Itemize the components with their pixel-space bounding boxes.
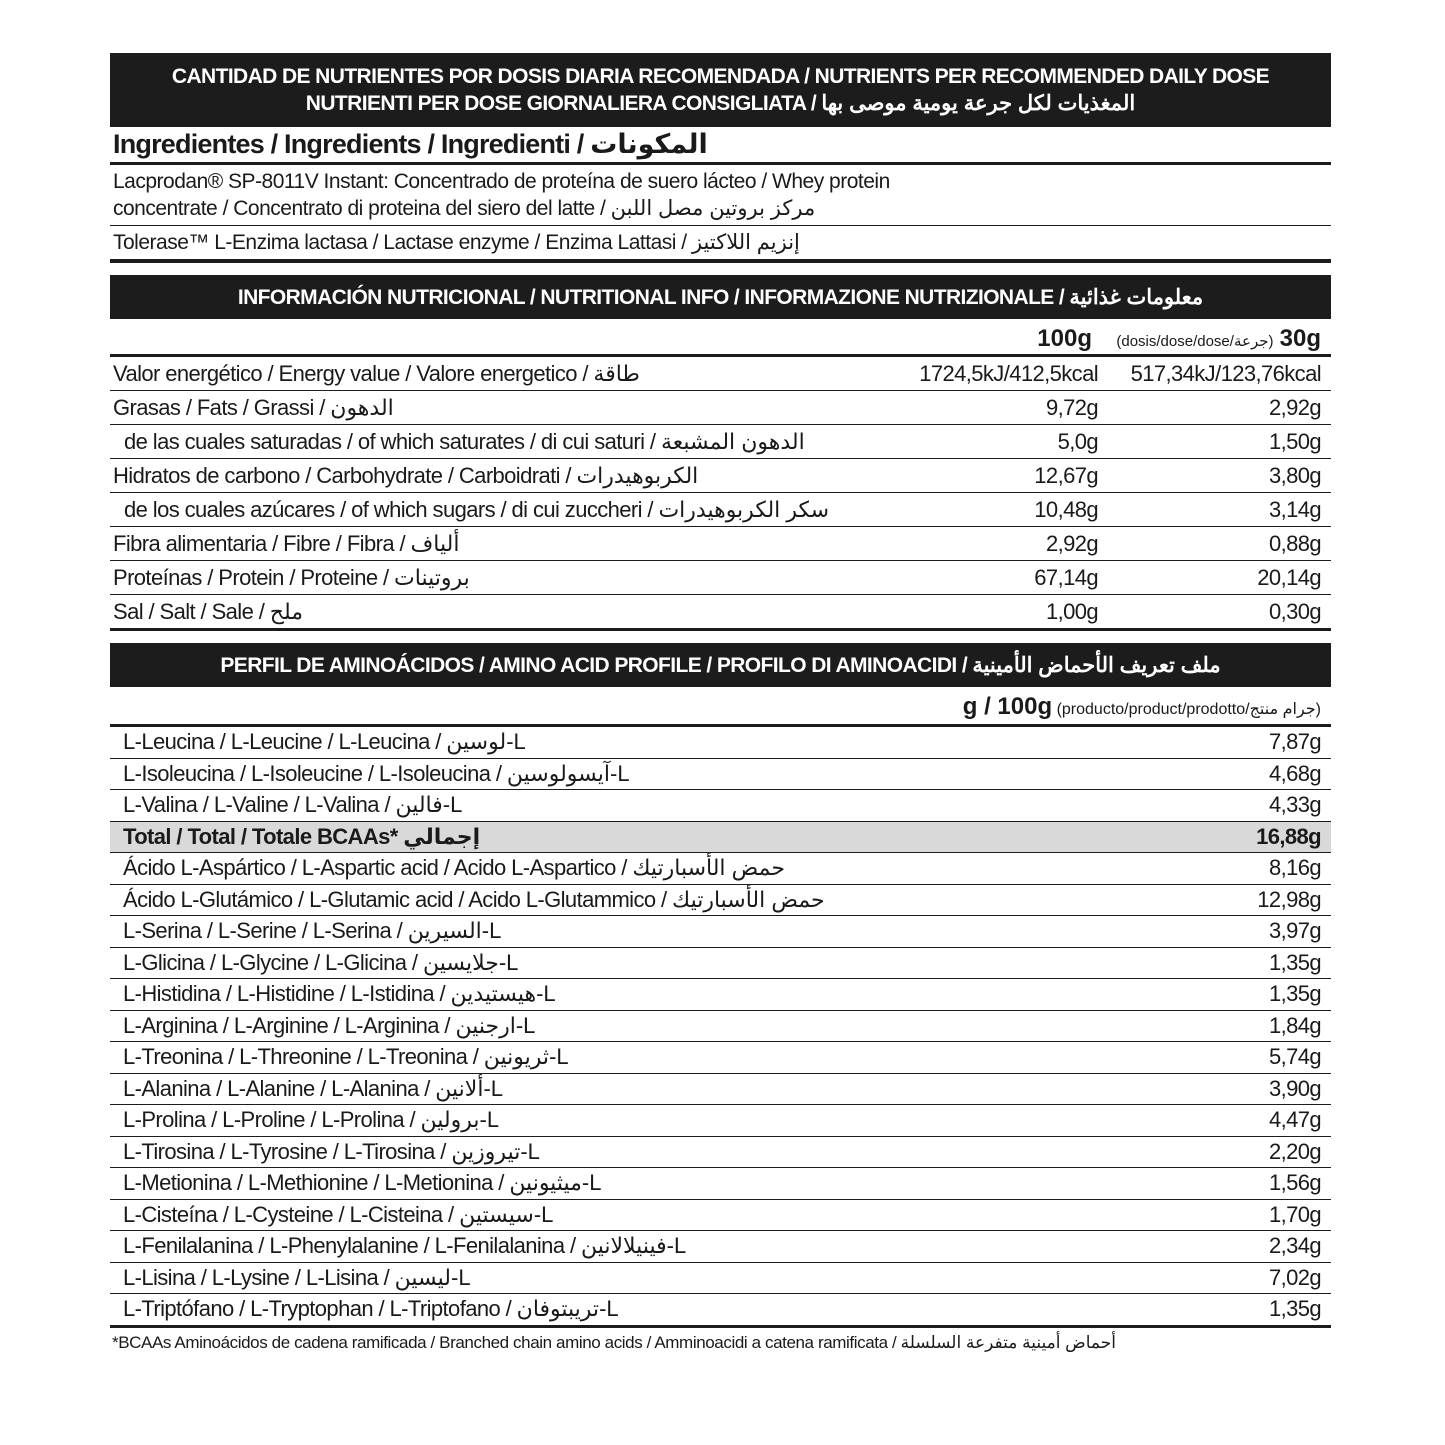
amino-row-label: L-Histidina / L-Histidine / L-Istidina / هيستيدين-L <box>110 979 1199 1011</box>
daily-dose-header-line1: CANTIDAD DE NUTRIENTES POR DOSIS DIARIA RECOMENDADA / NUTRIENTS PER RECOMMENDED DAILY DOSE <box>171 65 1270 88</box>
amino-row-value: 2,20g <box>1199 1136 1331 1168</box>
nutrition-row <box>110 493 1331 527</box>
amino-row-value: 3,97g <box>1199 916 1331 948</box>
nutrition-table <box>110 357 1331 631</box>
nutrition-row-30g: 3,80g <box>1108 459 1331 493</box>
amino-row-value: 16,88g <box>1199 821 1331 853</box>
amino-row-label: Total / Total / Totale BCAAs* إجمالي <box>110 821 1199 853</box>
amino-row-value: 7,87g <box>1199 727 1331 758</box>
amino-unit <box>963 693 1321 721</box>
amino-row <box>110 790 1331 822</box>
ingredient-item-whey <box>110 165 1331 226</box>
amino-column-header <box>110 687 1331 727</box>
nutrition-row-label: Grasas / Fats / Grassi / الدهون <box>110 391 885 425</box>
amino-row-value: 4,68g <box>1199 758 1331 790</box>
amino-row <box>110 1231 1331 1263</box>
nutrition-row <box>110 425 1331 459</box>
amino-row-label: L-Triptófano / L-Tryptophan / L-Triptofano / تريبتوفان-L <box>110 1294 1199 1327</box>
nutrition-row-label: Fibra alimentaria / Fibre / Fibra / ألياف <box>110 527 885 561</box>
amino-row-value: 4,47g <box>1199 1105 1331 1137</box>
nutrition-row-label: de las cuales saturadas / of which saturates / di cui saturi / الدهون المشبعة <box>110 425 885 459</box>
nutrition-row-30g: 1,50g <box>1108 425 1331 459</box>
amino-row <box>110 947 1331 979</box>
amino-row-value: 1,35g <box>1199 1294 1331 1327</box>
amino-profile-header: PERFIL DE AMINOÁCIDOS / AMINO ACID PROFILE / PROFILO DI AMINOACIDI / ملف تعريف الأحماض الأمينية <box>110 643 1331 687</box>
nutrition-row-100g: 9,72g <box>885 391 1108 425</box>
amino-row-label: L-Glicina / L-Glycine / L-Glicina / جلايسين-L <box>110 947 1199 979</box>
nutrition-row-30g: 0,30g <box>1108 595 1331 630</box>
amino-row <box>110 758 1331 790</box>
nutrition-row <box>110 357 1331 391</box>
amino-row <box>110 1010 1331 1042</box>
ingredient-item-whey-line2: concentrate / Concentrato di proteina del siero del latte / مركز بروتين مصل اللبن <box>113 197 816 220</box>
nutrition-row-30g: 2,92g <box>1108 391 1331 425</box>
amino-row-label: Ácido L-Aspártico / L-Aspartic acid / Acido L-Aspartico / حمض الأسبارتيك <box>110 853 1199 885</box>
amino-row <box>110 1073 1331 1105</box>
amino-row-label: L-Cisteína / L-Cysteine / L-Cisteina / سيستين-L <box>110 1199 1199 1231</box>
amino-row-label: L-Metionina / L-Methionine / L-Metionina / ميثيونين-L <box>110 1168 1199 1200</box>
nutrition-row-label: Proteínas / Protein / Proteine / بروتينات <box>110 561 885 595</box>
nutrition-row-30g: 0,88g <box>1108 527 1331 561</box>
column-30g-label: 30g <box>1279 325 1321 352</box>
ingredient-item-lactase: Tolerase™ L-Enzima lactasa / Lactase enzyme / Enzima Lattasi / إنزيم اللاكتيز <box>110 226 1331 263</box>
amino-row-value: 1,84g <box>1199 1010 1331 1042</box>
amino-row <box>110 1105 1331 1137</box>
amino-row-value: 3,90g <box>1199 1073 1331 1105</box>
amino-row-value: 2,34g <box>1199 1231 1331 1263</box>
ingredient-item-whey-line1: Lacprodan® SP-8011V Instant: Concentrado de proteína de suero lácteo / Whey protein <box>113 170 890 193</box>
amino-row-label: Ácido L-Glutámico / L-Glutamic acid / Acido L-Glutammico / حمض الأسبارتيك <box>110 884 1199 916</box>
nutrition-row-label: de los cuales azúcares / of which sugars / di cui zuccheri / سكر الكربوهيدرات <box>110 493 885 527</box>
nutrition-row <box>110 527 1331 561</box>
amino-row <box>110 853 1331 885</box>
amino-table <box>110 727 1331 1328</box>
nutrition-label <box>110 53 1331 1353</box>
amino-row-label: L-Serina / L-Serine / L-Serina / السيرين-L <box>110 916 1199 948</box>
amino-row-label: L-Treonina / L-Threonine / L-Treonina / ثريونين-L <box>110 1042 1199 1074</box>
amino-row-label: L-Valina / L-Valine / L-Valina / فالين-L <box>110 790 1199 822</box>
bcaa-footnote: *BCAAs Aminoácidos de cadena ramificada / Branched chain amino acids / Amminoacidi a catena ramificata / أحماض أمينية متفرعة السلسلة <box>112 1332 1116 1352</box>
amino-row-label: L-Leucina / L-Leucine / L-Leucina / لوسين-L <box>110 727 1199 758</box>
amino-row-value: 12,98g <box>1199 884 1331 916</box>
amino-row-value: 5,74g <box>1199 1042 1331 1074</box>
nutrition-row-100g: 2,92g <box>885 527 1108 561</box>
amino-row-label: L-Tirosina / L-Tyrosine / L-Tirosina / تيروزين-L <box>110 1136 1199 1168</box>
nutrition-row-30g: 517,34kJ/123,76kcal <box>1108 357 1331 391</box>
daily-dose-header-line2: NUTRIENTI PER DOSE GIORNALIERA CONSIGLIATA / المغذيات لكل جرعة يومية موصى بها <box>305 92 1136 115</box>
nutrition-row-100g: 5,0g <box>885 425 1108 459</box>
amino-unit-bold: g / 100g <box>962 693 1053 720</box>
amino-row-value: 1,70g <box>1199 1199 1331 1231</box>
ingredients-title: Ingredientes / Ingredients / Ingredienti / المكونات <box>110 127 1331 165</box>
column-30g <box>1116 325 1321 353</box>
amino-row <box>110 727 1331 758</box>
amino-row <box>110 1262 1331 1294</box>
amino-row <box>110 1136 1331 1168</box>
amino-row <box>110 884 1331 916</box>
amino-row-label: L-Prolina / L-Proline / L-Prolina / برولين-L <box>110 1105 1199 1137</box>
nutrition-row-100g: 12,67g <box>885 459 1108 493</box>
nutrition-row-100g: 67,14g <box>885 561 1108 595</box>
nutrition-row <box>110 561 1331 595</box>
amino-total-row <box>110 821 1331 853</box>
amino-row <box>110 1199 1331 1231</box>
amino-row-value: 1,35g <box>1199 947 1331 979</box>
nutrition-row-100g: 1724,5kJ/412,5kcal <box>885 357 1108 391</box>
column-100g: 100g <box>1037 325 1092 352</box>
daily-dose-header <box>110 53 1331 127</box>
amino-row-label: L-Isoleucina / L-Isoleucine / L-Isoleucina / آيسولوسين-L <box>110 758 1199 790</box>
nutrition-row <box>110 459 1331 493</box>
column-30g-note: (dosis/dose/dose/جرعة) <box>1116 333 1274 350</box>
amino-row-value: 1,56g <box>1199 1168 1331 1200</box>
amino-row-label: L-Fenilalanina / L-Phenylalanine / L-Fenilalanina / فينيلالانين-L <box>110 1231 1199 1263</box>
amino-row-label: L-Lisina / L-Lysine / L-Lisina / ليسين-L <box>110 1262 1199 1294</box>
amino-row <box>110 1294 1331 1327</box>
nutrition-column-header <box>110 319 1331 357</box>
nutrition-row-100g: 10,48g <box>885 493 1108 527</box>
nutrition-row-100g: 1,00g <box>885 595 1108 630</box>
amino-row <box>110 1168 1331 1200</box>
amino-row <box>110 1042 1331 1074</box>
amino-row-label: L-Arginina / L-Arginine / L-Arginina / ارجنين-L <box>110 1010 1199 1042</box>
nutrition-row-30g: 3,14g <box>1108 493 1331 527</box>
nutrition-row <box>110 391 1331 425</box>
amino-row-value: 1,35g <box>1199 979 1331 1011</box>
amino-row <box>110 916 1331 948</box>
amino-row-label: L-Alanina / L-Alanine / L-Alanina / ألانين-L <box>110 1073 1199 1105</box>
nutrition-row-label: Sal / Salt / Sale / ملح <box>110 595 885 630</box>
nutrition-row-label: Valor energético / Energy value / Valore energetico / طاقة <box>110 357 885 391</box>
nutrition-row-label: Hidratos de carbono / Carbohydrate / Carboidrati / الكربوهيدرات <box>110 459 885 493</box>
amino-row-value: 7,02g <box>1199 1262 1331 1294</box>
nutrition-row-30g: 20,14g <box>1108 561 1331 595</box>
amino-row <box>110 979 1331 1011</box>
nutrition-info-header: INFORMACIÓN NUTRICIONAL / NUTRITIONAL INFO / INFORMAZIONE NUTRIZIONALE / معلومات غذائية <box>110 275 1331 319</box>
amino-unit-note: (producto/product/prodotto/جرام منتج) <box>1056 701 1321 718</box>
amino-row-value: 8,16g <box>1199 853 1331 885</box>
nutrition-row <box>110 595 1331 630</box>
amino-row-value: 4,33g <box>1199 790 1331 822</box>
